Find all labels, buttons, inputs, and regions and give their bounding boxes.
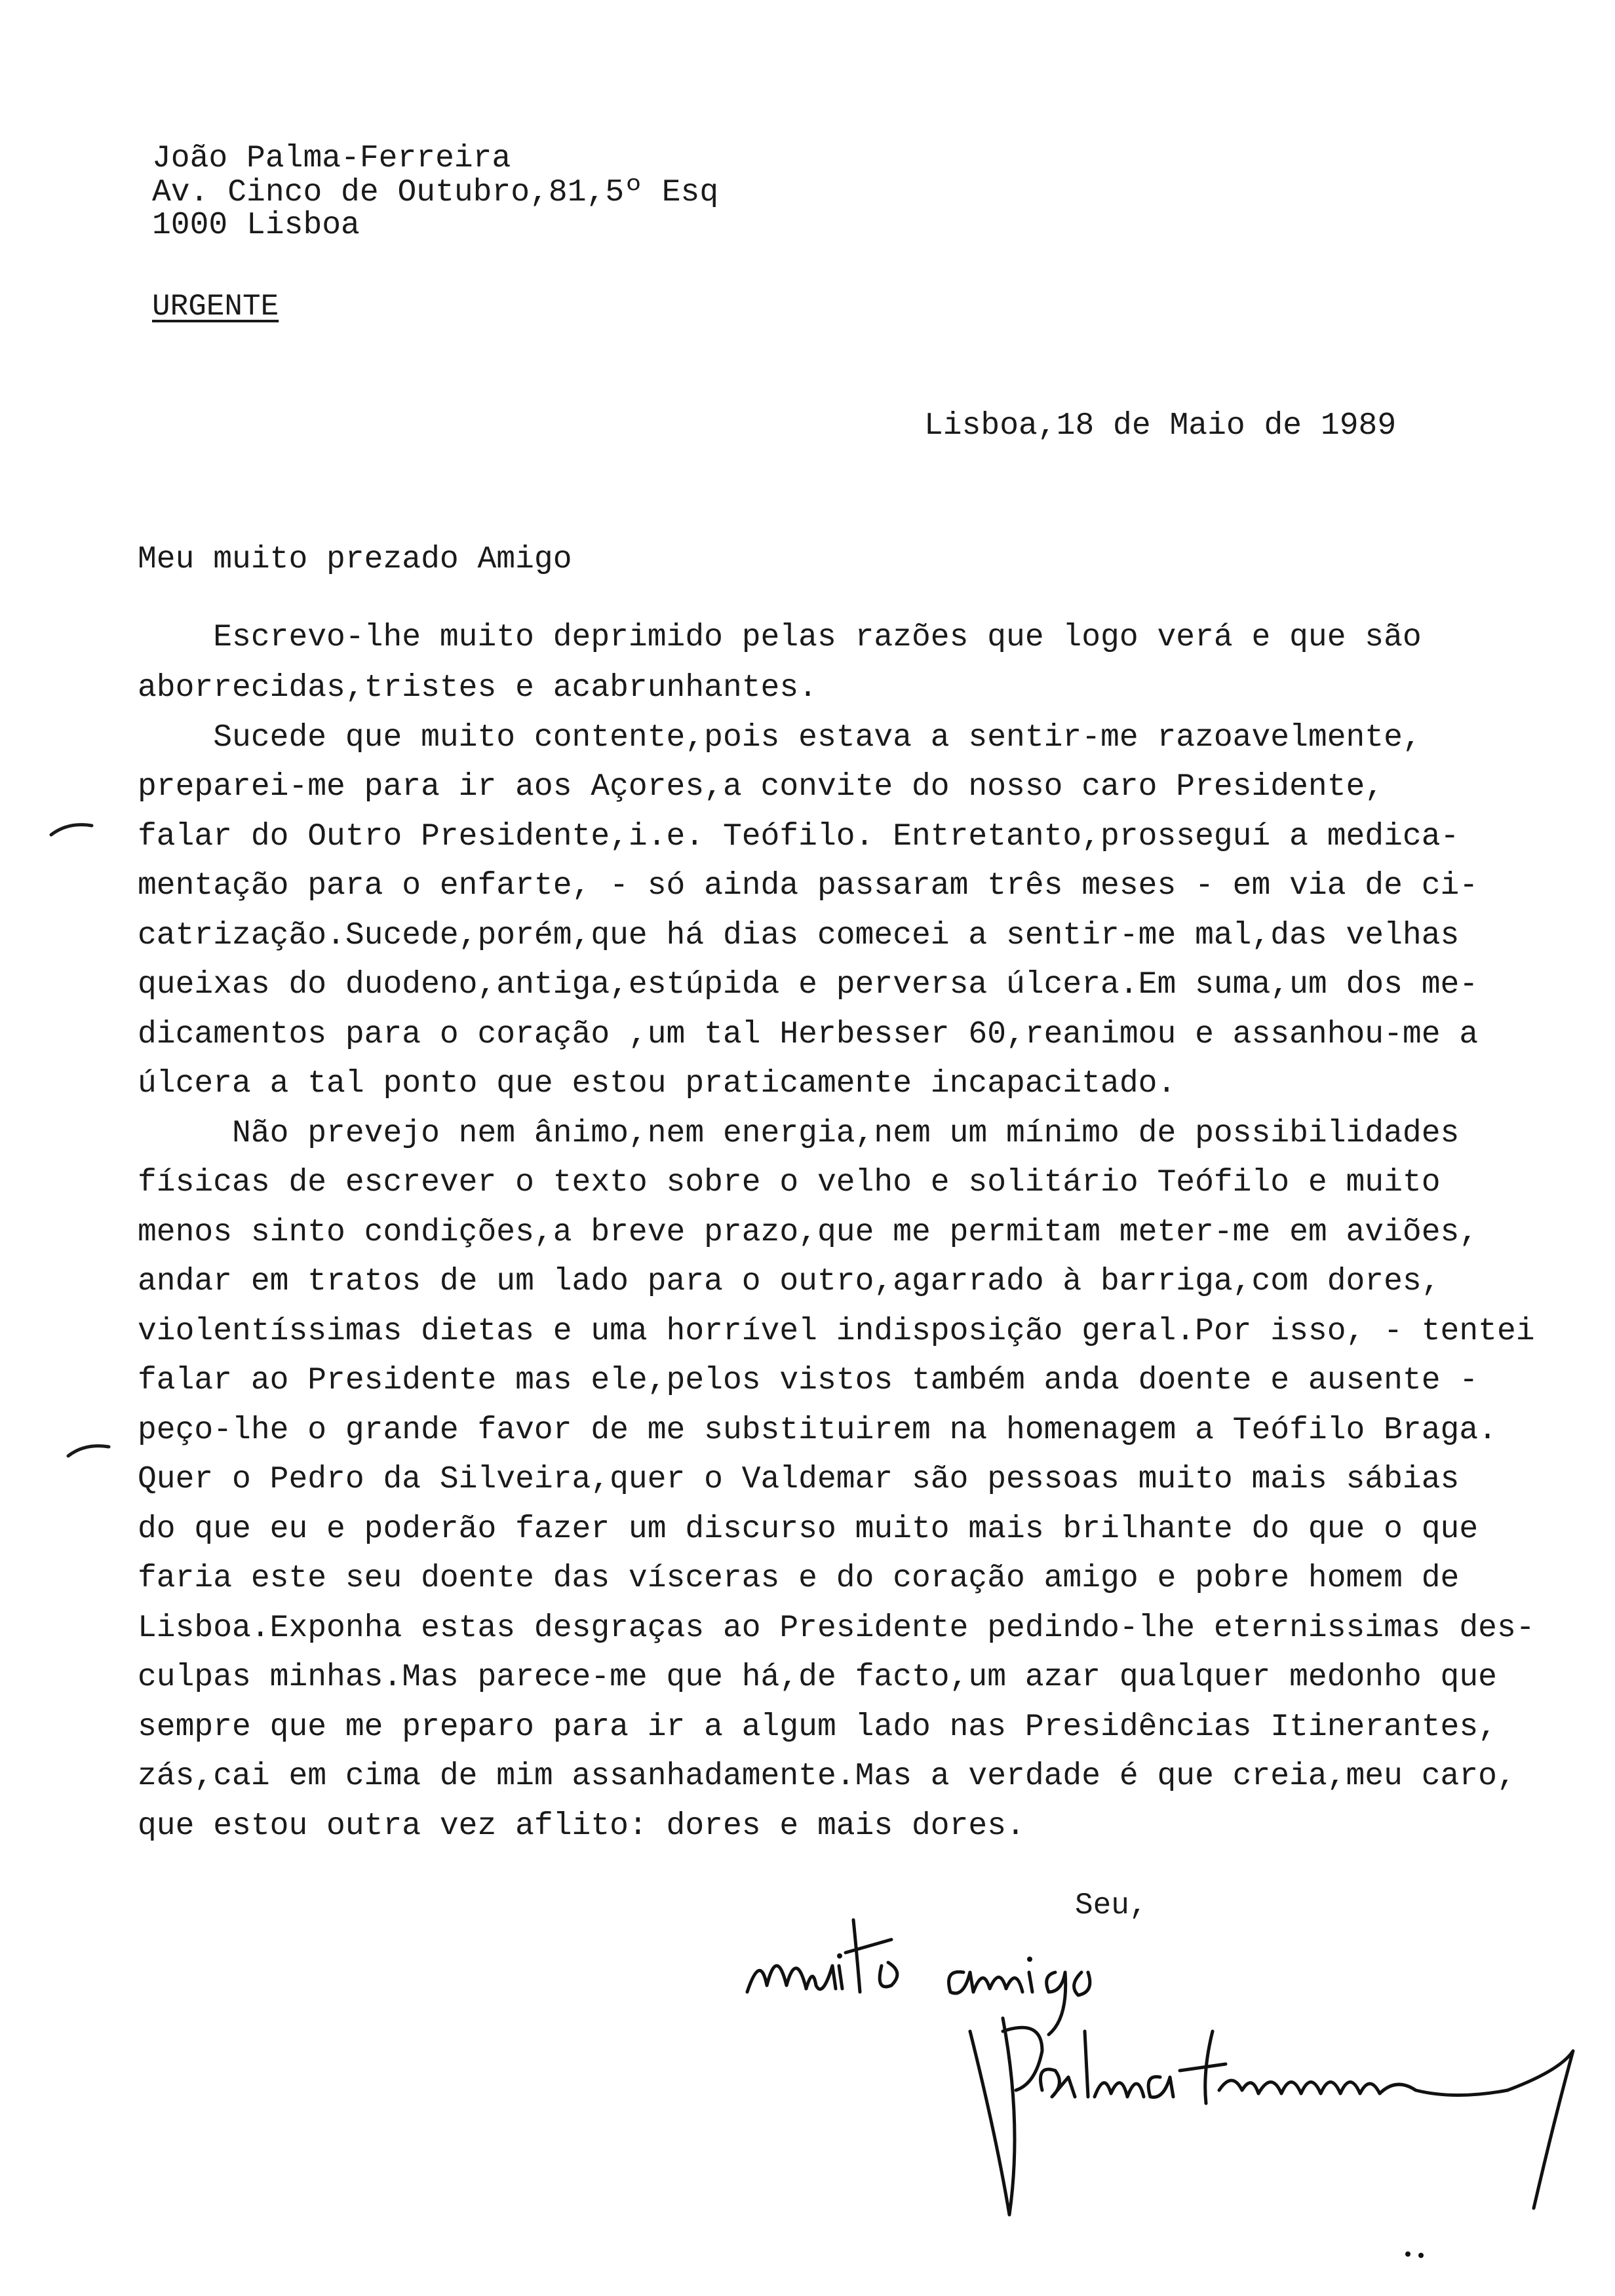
- sender-street: Av. Cinco de Outubro,81,5º Esq: [152, 175, 719, 210]
- margin-mark: [66, 1440, 111, 1460]
- body-line: catrização.Sucede,porém,que há dias comecei a sentir-me mal,das velhas: [138, 918, 1460, 953]
- body-line: menos sinto condições,a breve prazo,que me permitam meter-me em aviões,: [138, 1215, 1479, 1250]
- body-line: peço-lhe o grande favor de me substituirem na homenagem a Teófilo Braga.: [138, 1413, 1497, 1448]
- body-line: Lisboa.Exponha estas desgraças ao Presidente pedindo-lhe eternissimas des-: [138, 1611, 1535, 1646]
- urgent-label: URGENTE: [152, 290, 279, 324]
- body-line: violentíssimas dietas e uma horrível indisposição geral.Por isso, - tentei: [138, 1314, 1535, 1349]
- body-line: zás,cai em cima de mim assanhadamente.Mas a verdade é que creia,meu caro,: [138, 1759, 1516, 1794]
- body-line: do que eu e poderão fazer um discurso muito mais brilhante do que o que: [138, 1512, 1479, 1547]
- body-line: sempre que me preparo para ir a algum lado nas Presidências Itinerantes,: [138, 1710, 1497, 1745]
- body-line: dicamentos para o coração ,um tal Herbesser 60,reanimou e assanhou-me a: [138, 1017, 1479, 1052]
- body-line: mentação para o enfarte, - só ainda passaram três meses - em via de ci-: [138, 868, 1479, 904]
- body-line: andar em tratos de um lado para o outro,agarrado à barriga,com dores,: [138, 1264, 1441, 1299]
- body-line: falar do Outro Presidente,i.e. Teófilo. Entretanto,prosseguí a medica-: [138, 819, 1460, 854]
- body-line: físicas de escrever o texto sobre o velho e solitário Teófilo e muito: [138, 1165, 1441, 1200]
- body-line: faria este seu doente das vísceras e do coração amigo e pobre homem de: [138, 1561, 1460, 1596]
- body-line: preparei-me para ir aos Açores,a convite do nosso caro Presidente,: [138, 769, 1384, 805]
- sender-city: 1000 Lisboa: [152, 208, 360, 243]
- margin-mark: [49, 819, 94, 839]
- body-line: que estou outra vez aflito: dores e mais dores.: [138, 1808, 1025, 1844]
- body-line: Sucede que muito contente,pois estava a sentir-me razoavelmente,: [138, 720, 1422, 756]
- signature: [944, 1992, 1606, 2241]
- body-line: úlcera a tal ponto que estou praticamente incapacitado.: [138, 1066, 1177, 1101]
- sender-name: João Palma-Ferreira: [152, 141, 511, 176]
- date-line: Lisboa,18 de Maio de 1989: [924, 408, 1397, 444]
- body-line: Escrevo-lhe muito deprimido pelas razões que logo verá e que são: [138, 620, 1422, 655]
- body-line: aborrecidas,tristes e acabrunhantes.: [138, 670, 817, 706]
- body-line: falar ao Presidente mas ele,pelos vistos também anda doente e ausente -: [138, 1363, 1479, 1398]
- closing: Seu,: [1075, 1888, 1148, 1923]
- salutation: Meu muito prezado Amigo: [138, 542, 572, 577]
- ink-dots: [1403, 2248, 1429, 2261]
- body-line: queixas do duodeno,antiga,estúpida e perversa úlcera.Em suma,um dos me-: [138, 967, 1479, 1003]
- body-line: Quer o Pedro da Silveira,quer o Valdemar são pessoas muito mais sábias: [138, 1462, 1460, 1497]
- body-line: culpas minhas.Mas parece-me que há,de facto,um azar qualquer medonho que: [138, 1660, 1497, 1695]
- body-line: Não prevejo nem ânimo,nem energia,nem um mínimo de possibilidades: [138, 1116, 1460, 1151]
